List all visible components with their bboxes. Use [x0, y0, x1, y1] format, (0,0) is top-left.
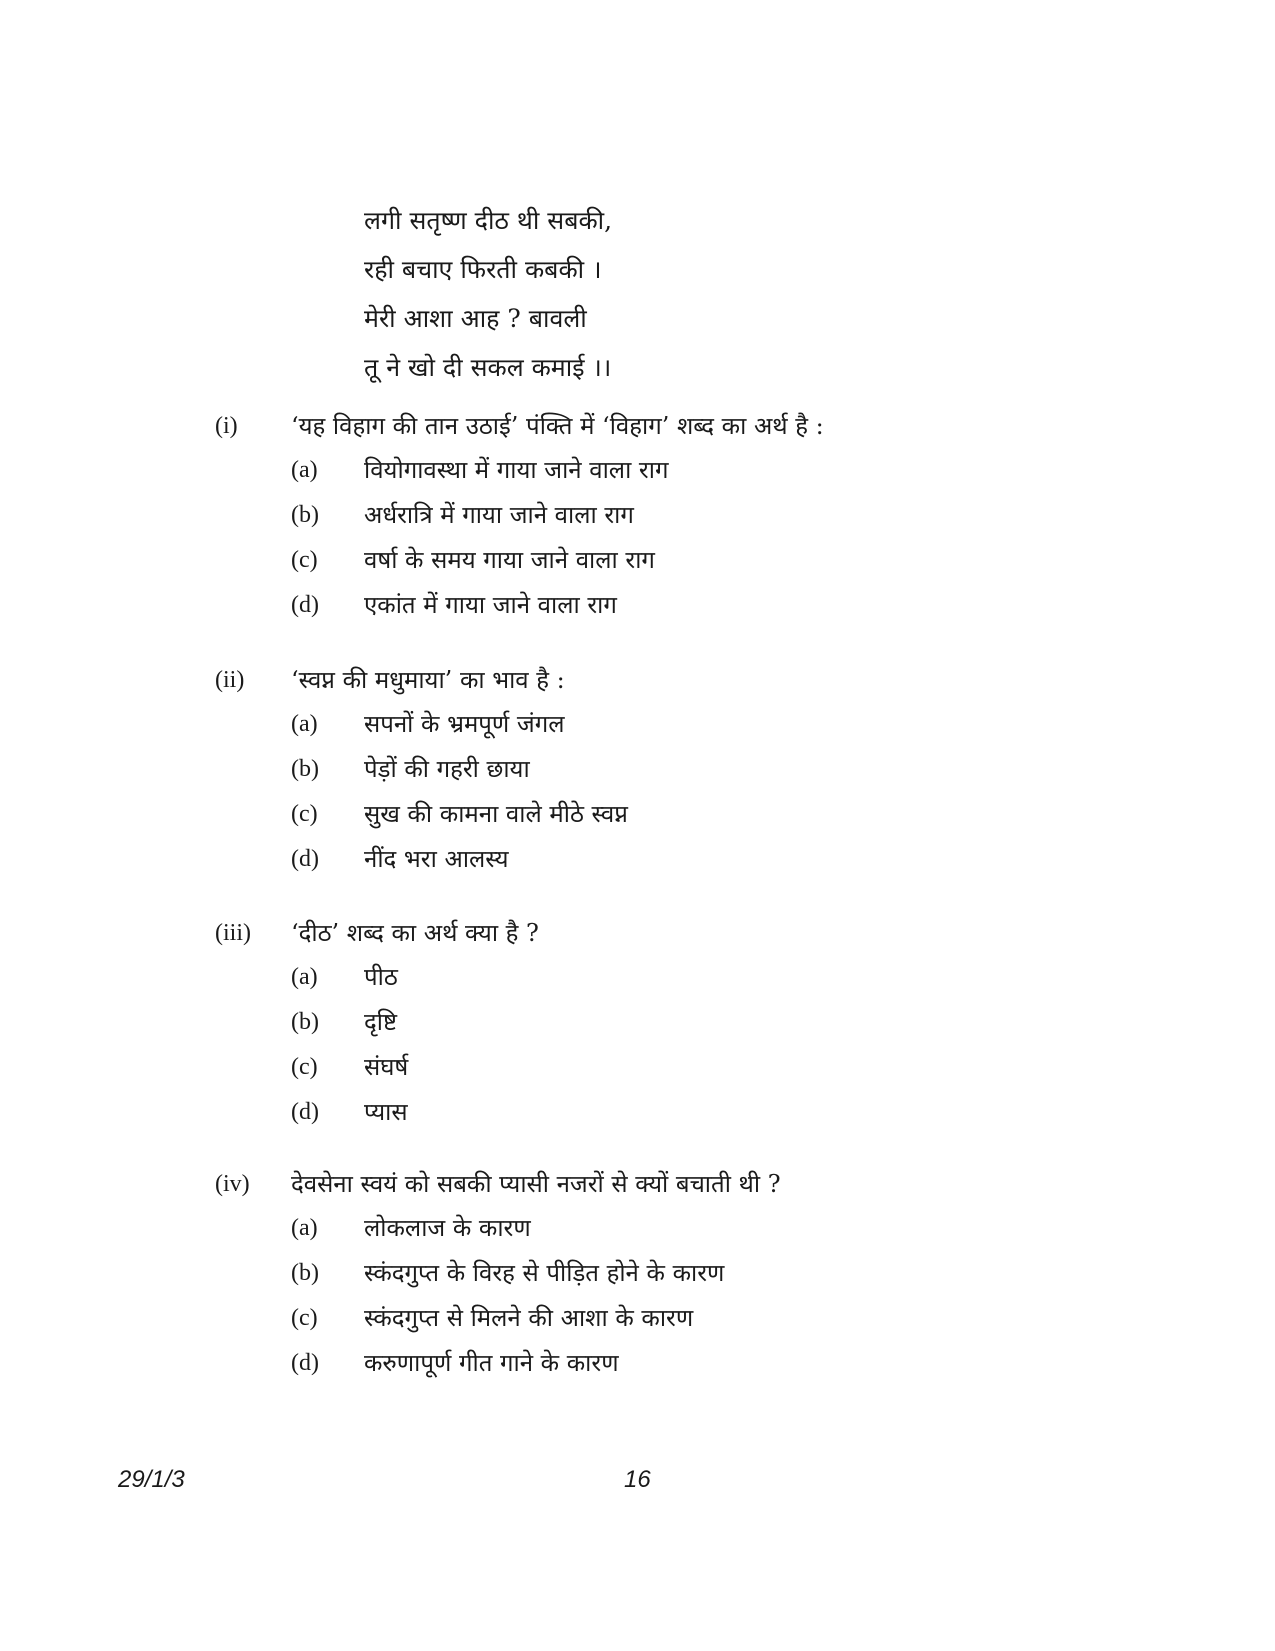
option-label: (b) — [291, 1260, 319, 1286]
option-text: वर्षा के समय गाया जाने वाला राग — [364, 546, 655, 574]
option-c — [215, 1296, 1175, 1341]
option-b — [215, 1251, 1175, 1296]
option-label: (a) — [291, 457, 318, 483]
option-text: वियोगावस्था में गाया जाने वाला राग — [364, 456, 669, 484]
option-text: संघर्ष — [364, 1053, 409, 1081]
option-d — [215, 1341, 1175, 1386]
option-text: प्यास — [364, 1098, 408, 1126]
option-text: अर्धरात्रि में गाया जाने वाला राग — [364, 501, 634, 529]
option-text: दृष्टि — [364, 1008, 397, 1036]
question-text: ‘दीठ’ शब्द का अर्थ क्या है ? — [291, 919, 539, 947]
option-text: स्कंदगुप्त के विरह से पीड़ित होने के कारण — [364, 1259, 725, 1287]
option-label: (d) — [291, 1099, 319, 1125]
option-label: (a) — [291, 711, 318, 737]
option-a — [215, 448, 1175, 493]
option-b — [215, 493, 1175, 538]
page-number: 16 — [624, 1466, 651, 1493]
option-a — [215, 955, 1175, 1000]
option-d — [215, 1090, 1175, 1135]
option-text: एकांत में गाया जाने वाला राग — [364, 591, 617, 619]
question-text: ‘स्वप्न की मधुमाया’ का भाव है : — [291, 666, 565, 694]
poem-line: मेरी आशा आह ? बावली — [364, 304, 587, 333]
poem-stanza — [364, 196, 612, 392]
poem-line: लगी सतृष्ण दीठ थी सबकी, — [364, 206, 613, 235]
option-label: (a) — [291, 1215, 318, 1241]
option-label: (c) — [291, 1305, 318, 1331]
option-c — [215, 1045, 1175, 1090]
option-label: (d) — [291, 1350, 319, 1376]
option-text: स्कंदगुप्त से मिलने की आशा के कारण — [364, 1304, 694, 1332]
question-number: (iv) — [215, 1171, 250, 1197]
option-label: (b) — [291, 1009, 319, 1035]
question-text: देवसेना स्वयं को सबकी प्यासी नजरों से क्यों बचाती थी ? — [291, 1170, 781, 1198]
question-3 — [215, 911, 1175, 1135]
option-text: सपनों के भ्रमपूर्ण जंगल — [364, 710, 565, 738]
option-c — [215, 792, 1175, 837]
option-label: (b) — [291, 502, 319, 528]
option-text: करुणापूर्ण गीत गाने के कारण — [364, 1349, 619, 1377]
option-label: (d) — [291, 846, 319, 872]
poem-line: तू ने खो दी सकल कमाई ।। — [364, 353, 612, 382]
option-b — [215, 1000, 1175, 1045]
question-number: (i) — [215, 413, 238, 439]
poem-line: रही बचाए फिरती कबकी । — [364, 255, 602, 284]
option-label: (a) — [291, 964, 318, 990]
question-text: ‘यह विहाग की तान उठाई’ पंक्ति में ‘विहाग’ शब्द का अर्थ है : — [291, 412, 824, 440]
option-label: (d) — [291, 592, 319, 618]
option-label: (c) — [291, 801, 318, 827]
question-4 — [215, 1162, 1175, 1386]
option-text: पेड़ों की गहरी छाया — [364, 755, 530, 783]
option-label: (c) — [291, 547, 318, 573]
question-1 — [215, 404, 1175, 628]
option-text: नींद भरा आलस्य — [364, 845, 509, 873]
option-d — [215, 583, 1175, 628]
option-text: पीठ — [364, 963, 398, 991]
option-a — [215, 702, 1175, 747]
option-b — [215, 747, 1175, 792]
option-label: (c) — [291, 1054, 318, 1080]
question-number: (iii) — [215, 920, 251, 946]
paper-code: 29/1/3 — [118, 1466, 185, 1493]
option-text: लोकलाज के कारण — [364, 1214, 531, 1242]
option-text: सुख की कामना वाले मीठे स्वप्न — [364, 800, 628, 828]
question-number: (ii) — [215, 667, 245, 693]
option-c — [215, 538, 1175, 583]
option-label: (b) — [291, 756, 319, 782]
option-d — [215, 837, 1175, 882]
question-2 — [215, 658, 1175, 882]
option-a — [215, 1206, 1175, 1251]
